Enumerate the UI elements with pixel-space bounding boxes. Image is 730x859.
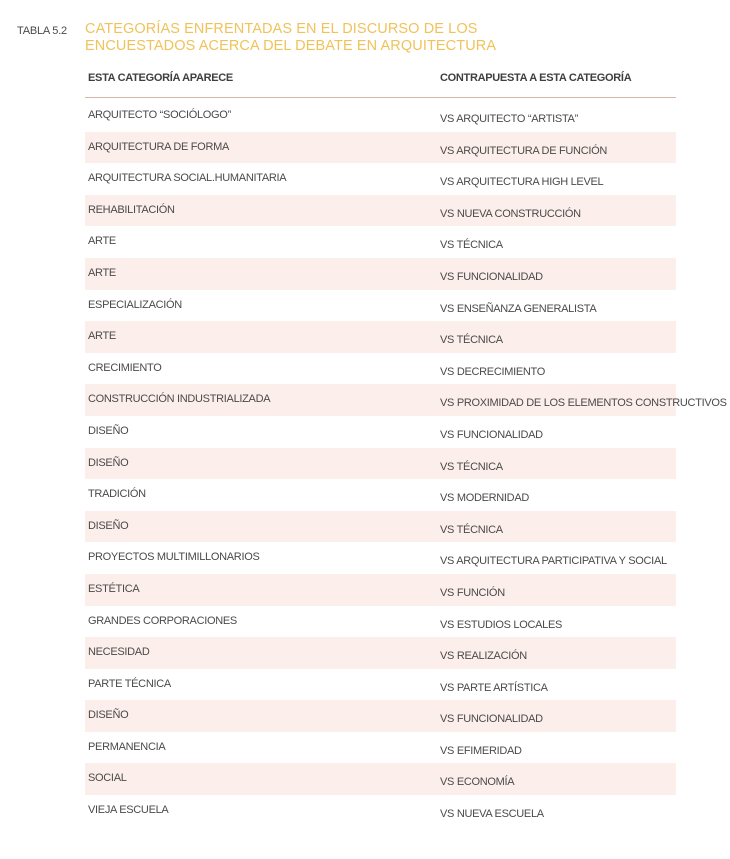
counterpart-cell: VS MODERNIDAD xyxy=(440,492,529,505)
column-header-category: ESTA CATEGORÍA APARECE xyxy=(88,72,233,84)
category-cell: PROYECTOS MULTIMILLONARIOS xyxy=(88,551,260,564)
table-row xyxy=(85,479,676,511)
table-row xyxy=(85,384,727,416)
table-number-label: TABLA 5.2 xyxy=(17,25,67,37)
counterpart-cell: VS FUNCIONALIDAD xyxy=(440,270,543,283)
category-cell: ARQUITECTO “SOCIÓLOGO” xyxy=(88,109,231,121)
table-row xyxy=(85,290,676,322)
table-title-line: CATEGORÍAS ENFRENTADAS EN EL DISCURSO DE LOS xyxy=(85,21,478,37)
category-cell: GRANDES CORPORACIONES xyxy=(88,614,237,627)
category-cell: NECESIDAD xyxy=(88,646,150,659)
table-row xyxy=(85,416,676,448)
counterpart-cell: VS ESTUDIOS LOCALES xyxy=(440,618,563,631)
counterpart-cell: VS ARQUITECTURA DE FUNCIÓN xyxy=(440,144,607,157)
table-row xyxy=(85,606,676,638)
category-cell: ESTÉTICA xyxy=(88,582,140,595)
column-header-counterpart: CONTRAPUESTA A ESTA CATEGORÍA xyxy=(440,72,632,84)
category-cell: VIEJA ESCUELA xyxy=(88,804,169,817)
counterpart-cell: VS DECRECIMIENTO xyxy=(440,365,546,378)
counterpart-cell: VS FUNCIONALIDAD xyxy=(440,428,543,441)
counterpart-cell: VS PROXIMIDAD DE LOS ELEMENTOS CONSTRUCTIVOS xyxy=(440,397,727,410)
table-row xyxy=(85,763,676,795)
counterpart-cell: VS ECONOMÍA xyxy=(440,776,515,789)
category-cell: ESPECIALIZACIÓN xyxy=(88,298,182,311)
category-cell: DISEÑO xyxy=(88,456,129,469)
table-row xyxy=(85,637,676,669)
table-row xyxy=(85,448,676,480)
table-row xyxy=(85,195,676,227)
table-row xyxy=(85,574,676,606)
category-cell: REHABILITACIÓN xyxy=(88,203,175,216)
table-row xyxy=(85,353,676,385)
counterpart-cell: VS PARTE ARTÍSTICA xyxy=(440,681,548,694)
table-row xyxy=(85,511,676,543)
category-cell: ARTE xyxy=(88,330,116,343)
table-title xyxy=(85,21,505,55)
counterpart-cell: VS TÉCNICA xyxy=(440,460,503,473)
table-row xyxy=(85,132,676,164)
category-cell: TRADICIÓN xyxy=(88,488,146,501)
category-cell: SOCIAL xyxy=(88,772,127,785)
counterpart-cell: VS TÉCNICA xyxy=(440,334,503,347)
table-row xyxy=(85,321,676,353)
table-row xyxy=(85,669,676,701)
table-row xyxy=(85,100,676,132)
category-cell: DISEÑO xyxy=(88,519,129,532)
counterpart-cell: VS NUEVA ESCUELA xyxy=(440,808,544,821)
table-row xyxy=(85,795,676,827)
counterpart-cell: VS TÉCNICA xyxy=(440,239,503,252)
counterpart-cell: VS FUNCIONALIDAD xyxy=(440,713,543,726)
category-cell: CONSTRUCCIÓN INDUSTRIALIZADA xyxy=(88,393,271,406)
category-cell: ARTE xyxy=(88,235,116,248)
counterpart-cell: VS FUNCIÓN xyxy=(440,586,505,599)
table-row xyxy=(85,542,676,574)
category-cell: DISEÑO xyxy=(88,709,129,722)
counterpart-cell: VS ARQUITECTURA HIGH LEVEL xyxy=(440,176,604,189)
table-row xyxy=(85,226,676,258)
category-cell: PERMANENCIA xyxy=(88,740,166,753)
table-row xyxy=(85,258,676,290)
header-divider xyxy=(85,97,676,98)
counterpart-cell: VS REALIZACIÓN xyxy=(440,650,527,663)
table-row xyxy=(85,163,676,195)
counterpart-cell: VS EFIMERIDAD xyxy=(440,744,522,757)
category-cell: ARQUITECTURA DE FORMA xyxy=(88,140,229,153)
counterpart-cell: VS ENSEÑANZA GENERALISTA xyxy=(440,302,597,315)
counterpart-cell: VS NUEVA CONSTRUCCIÓN xyxy=(440,207,581,220)
category-cell: ARQUITECTURA SOCIAL.HUMANITARIA xyxy=(88,172,287,185)
table-row xyxy=(85,732,676,764)
counterpart-cell: VS ARQUITECTO “ARTISTA” xyxy=(440,113,578,125)
table-row xyxy=(85,700,676,732)
counterpart-cell: VS ARQUITECTURA PARTICIPATIVA Y SOCIAL xyxy=(440,555,667,568)
counterpart-cell: VS TÉCNICA xyxy=(440,523,503,536)
table-title-line: ENCUESTADOS ACERCA DEL DEBATE EN ARQUITECTURA xyxy=(85,38,497,54)
category-cell: ARTE xyxy=(88,266,116,279)
category-cell: PARTE TÉCNICA xyxy=(88,677,171,690)
category-cell: DISEÑO xyxy=(88,424,129,437)
category-cell: CRECIMIENTO xyxy=(88,361,162,374)
table-body xyxy=(85,100,727,827)
